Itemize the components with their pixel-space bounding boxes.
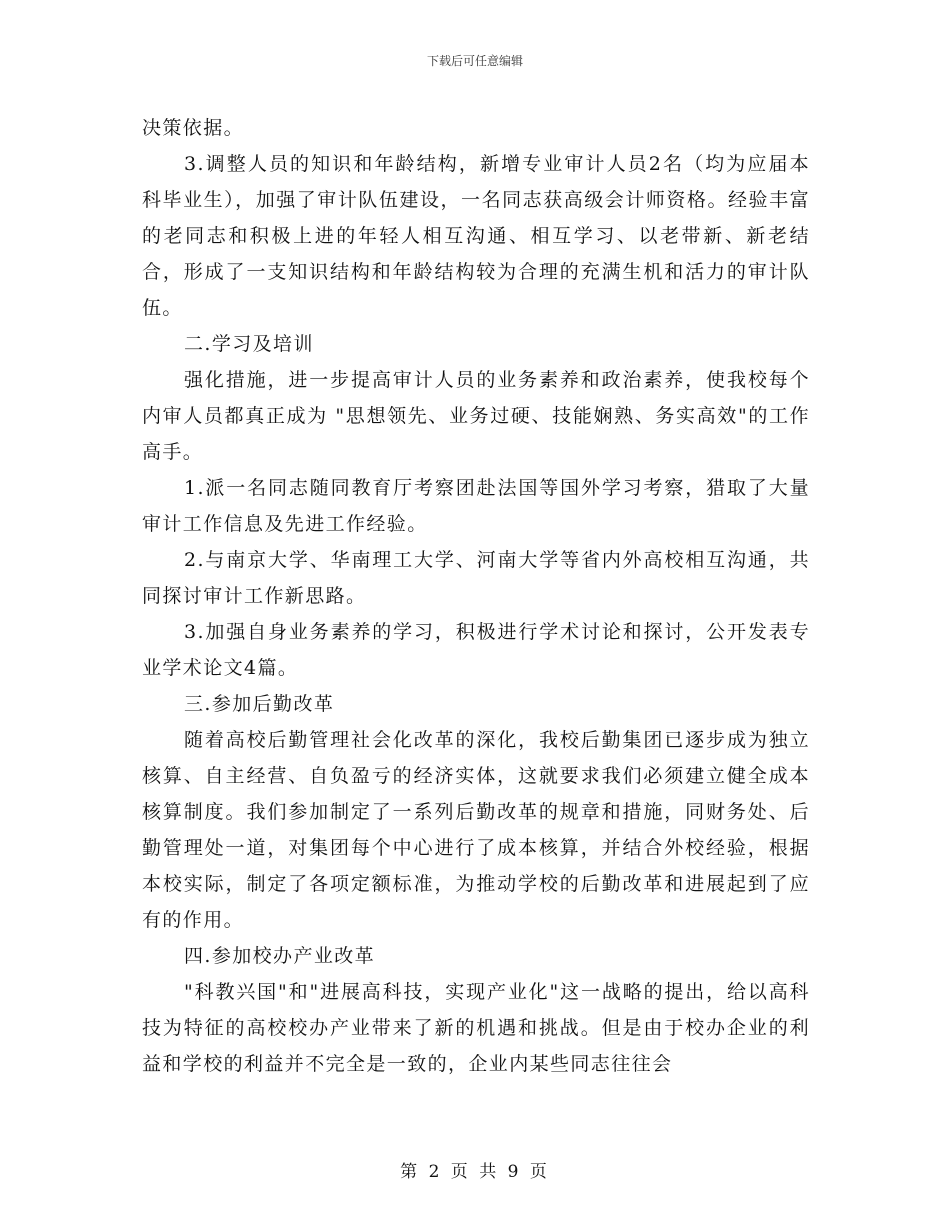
section-heading-study-training: 二.学习及培训 [184, 333, 314, 355]
paragraph-item-1-study-abroad: 1.派一名同志随同教育厅考察团赴法国等国外学习考察，猎取了大量审计工作信息及先进工作经验。 [142, 477, 810, 535]
section-heading-industry-reform: 四.参加校办产业改革 [184, 945, 376, 967]
paragraph-item-2-communication: 2.与南京大学、华南理工大学、河南大学等省内外高校相互沟通，共同探讨审计工作新思路。 [142, 549, 810, 607]
section-heading-logistics-reform: 三.参加后勤改革 [184, 693, 335, 715]
paragraph-continuation: 决策依据。 [142, 117, 245, 139]
page-header: 下载后可任意编辑 [426, 54, 523, 68]
paragraph-strengthen-measures: 强化措施，进一步提高审计人员的业务素养和政治素养，使我校每个内审人员都真正成为 "思想领先、业务过硬、技能娴熟、务实高效"的工作高手。 [142, 369, 810, 463]
paragraph-item-3-staff: 3.调整人员的知识和年龄结构，新增专业审计人员2名（均为应届本科毕业生），加强了审计队伍建设，一名同志获高级会计师资格。经验丰富的老同志和积极上进的年轻人相互沟通、相互学习、以老带新、新老结合，形成了一支知识结构和年龄结构较为合理的充满生机和活力的审计队伍。 [142, 153, 810, 319]
page-number-footer: 第 2 页 共 9 页 [400, 1162, 550, 1182]
document-body [142, 110, 810, 1082]
paragraph-logistics-reform: 随着高校后勤管理社会化改革的深化，我校后勤集团已逐步成为独立核算、自主经营、自负盈亏的经济实体，这就要求我们必须建立健全成本核算制度。我们参加制定了一系列后勤改革的规章和措施，同财务处、后勤管理处一道，对集团每个中心进行了成本核算，并结合外校经验，根据本校实际，制定了各项定额标准，为推动学校的后勤改革和进展起到了应有的作用。 [142, 729, 810, 931]
paragraph-item-3-papers: 3.加强自身业务素养的学习，积极进行学术讨论和探讨，公开发表专业学术论文4篇。 [142, 621, 810, 679]
paragraph-industry-reform: "科教兴国"和"进展高科技，实现产业化"这一战略的提出，给以高科技为特征的高校校办产业带来了新的机遇和挑战。但是由于校办企业的利益和学校的利益并不完全是一致的，企业内某些同志往往会 [142, 981, 810, 1075]
